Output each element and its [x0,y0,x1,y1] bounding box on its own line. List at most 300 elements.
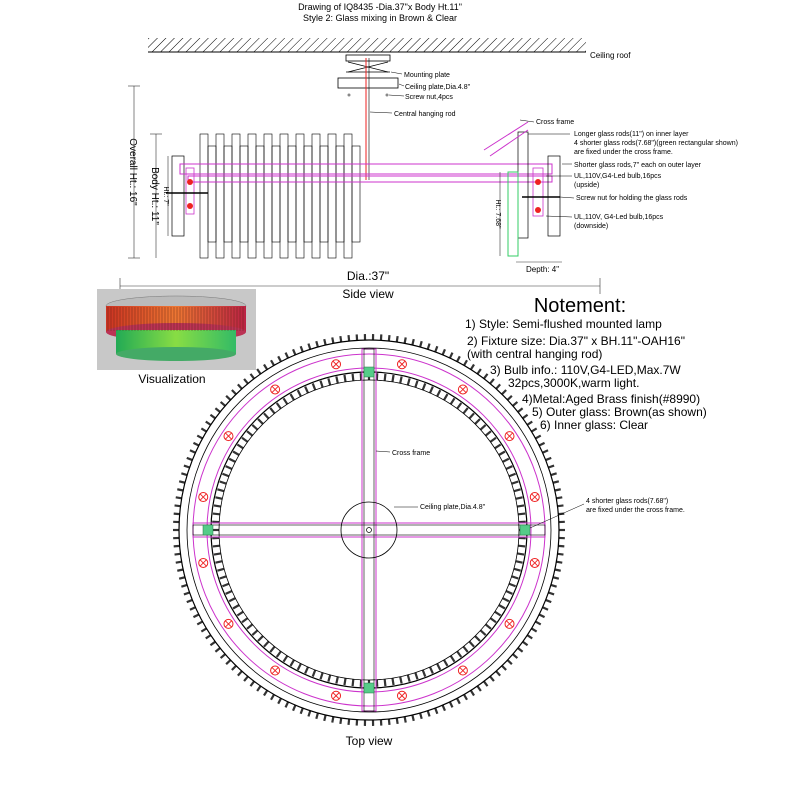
glass-rod-tooth [213,514,220,515]
glass-rod-tooth [480,425,485,430]
glass-rod-tooth [512,576,519,578]
glass-rod-tooth [486,624,491,628]
glass-rod-tooth [397,718,398,724]
shorter-rods-label-1: 4 shorter glass rods(7.68")(green rectangular shown) [574,140,738,147]
side-glass-rod [352,146,360,242]
glass-rod-tooth [385,679,386,686]
glass-rod-tooth [177,570,183,571]
glass-rod-tooth [451,398,455,404]
glass-rod-tooth [214,505,221,506]
note-item-8: 6) Inner glass: Clear [540,418,648,432]
glass-rod-tooth [517,553,524,554]
glass-rod-tooth [313,670,316,677]
glass-rod-tooth [226,466,232,469]
glass-rod-tooth [408,675,410,682]
glass-rod-tooth [244,676,248,681]
glass-rod-tooth [392,375,393,382]
notes-title: Notement: [534,295,626,317]
glass-rod-tooth [496,384,500,388]
glass-rod-tooth [532,428,537,431]
side-view-caption: Side view [342,287,394,301]
glass-rod-tooth [555,570,561,571]
glass-rod-tooth [232,666,236,670]
glass-rod-tooth [508,396,512,400]
glass-rod-tooth [283,398,287,404]
glass-rod-tooth [539,614,544,617]
glass-rod-tooth [293,705,295,711]
glass-rod-tooth [293,349,295,355]
glass-rod-tooth [415,673,417,680]
glass-rod-tooth [558,554,564,555]
glass-rod-tooth [229,459,235,462]
glass-rod-tooth [175,505,181,506]
glass-rod-tooth [316,341,318,347]
glass-rod-tooth [344,375,345,382]
bulb-down-label-2: (downside) [574,223,608,230]
mounting-plate [346,55,390,72]
glass-rod-tooth [250,374,254,379]
glass-rod-tooth [518,408,523,412]
glass-rod-tooth [420,341,422,347]
glass-rod-tooth [503,459,509,462]
glass-rod-tooth [513,654,518,658]
glass-rod-tooth [316,713,318,719]
glass-rod-tooth [332,337,333,343]
glass-rod-tooth [252,425,257,430]
top-cross-frame-edges [193,349,545,711]
glass-rod-tooth [257,369,260,374]
side-ceiling-plate [338,78,398,97]
note-item-4: 3) Bulb info.: 110V,G4-LED,Max.7W [490,363,681,377]
glass-rod-tooth [475,636,480,641]
side-glass-rod [232,134,240,258]
bulb-icon [505,619,514,628]
glass-rod-tooth [503,598,509,601]
side-glass-rod [248,134,256,258]
bulb-up-label-2: (upside) [574,182,599,189]
side-body-glass [200,134,360,258]
glass-rod-tooth [532,628,537,631]
glass-rod-tooth [546,458,552,460]
side-detail-right [484,122,560,256]
bulb-icon [397,691,406,700]
glass-rod-tooth [469,413,474,418]
glass-rod-tooth [349,335,350,341]
side-glass-rod [200,134,208,258]
glass-rod-tooth [220,576,227,578]
glass-rod-tooth [264,365,267,370]
glass-rod-tooth [291,394,295,400]
glass-rod-tooth [477,686,480,691]
glass-rod-tooth [495,444,501,448]
glass-rod-tooth [353,374,354,381]
glass-rod-tooth [428,711,430,717]
bulb-icon [397,360,406,369]
glass-rod-tooth [553,577,559,578]
glass-rod-tooth [509,584,516,587]
glass-rod-tooth [344,678,345,685]
glass-rod-tooth [214,553,221,554]
drawing-style: Style 2: Glass mixing in Brown & Clear [303,13,457,23]
top-cross-frame [193,349,545,711]
glass-rod-tooth [535,622,540,625]
glass-rod-tooth [523,415,528,419]
glass-rod-tooth [226,396,230,400]
glass-rod-tooth [543,450,548,452]
glass-rod-tooth [247,431,252,435]
glass-rod-tooth [332,717,333,723]
bulb-icon [271,385,280,394]
bulb-icon [332,360,341,369]
glass-rod-tooth [213,546,220,547]
glass-rod-tooth [423,383,426,390]
visualization-caption: Visualization [138,372,205,386]
glass-rod-tooth [408,378,410,385]
glass-rod-tooth [301,708,303,714]
glass-rod-tooth [229,598,235,601]
glass-rod-tooth [206,635,211,638]
glass-rod-tooth [405,717,406,723]
glass-rod-tooth [320,381,322,388]
glass-rod-tooth [412,715,413,721]
glass-rod-tooth [176,562,182,563]
bulb-up-label-1: UL,110V,G4-Led bulb,16pcs [574,173,662,180]
glass-rod-tooth [215,497,222,498]
glass-rod-tooth [237,612,243,616]
side-glass-rod [272,146,280,242]
glass-rod-tooth [320,673,322,680]
glass-rod-tooth [244,379,248,384]
glass-rod-tooth [201,428,206,431]
bulb-icon [199,558,208,567]
glass-rod-tooth [451,656,455,662]
side-glass-rod [224,146,232,242]
longer-rods-label: Longer glass rods(11") on inner layer [574,131,689,138]
glass-rod-tooth [392,678,393,685]
glass-rod-tooth [177,489,183,490]
glass-rod-tooth [250,681,254,686]
glass-rod-tooth [215,408,220,412]
glass-rod-tooth [518,514,525,515]
glass-rod-tooth [184,466,190,468]
glass-rod-tooth [443,705,445,711]
glass-rod-tooth [517,505,524,506]
bulb-icon [271,666,280,675]
height-7: Ht.: 7" [162,186,169,206]
glass-rod-tooth [221,402,226,406]
body-height: Body Ht.: 11" [149,167,160,225]
glass-rod-tooth [283,656,287,662]
outer-rods-label: Shorter glass rods,7" each on outer layer [574,162,702,169]
glass-rod-tooth [548,592,554,594]
glass-rod-tooth [502,666,506,670]
glass-rod-tooth [233,605,239,609]
visualization-render [97,289,256,370]
depth-dimension: Depth: 4" [526,265,559,274]
glass-rod-tooth [518,648,523,652]
glass-rod-tooth [175,554,181,555]
glass-rod-tooth [264,413,269,418]
top-ceiling-plate-label: Ceiling plate,Dia.4.8" [420,504,486,511]
bulb-icon [458,666,467,675]
glass-rod-tooth [463,647,467,652]
glass-rod-tooth [514,489,521,491]
top-shorter-rods-label-2: are fixed under the cross frame. [586,507,685,514]
glass-rod-tooth [179,577,185,578]
glass-rod-tooth [270,408,274,413]
frame-ring-inner [207,368,531,692]
glass-rod-tooth [193,443,198,446]
glass-rod-tooth [291,660,295,666]
glass-rod-tooth [490,676,494,681]
glass-rod-tooth [435,346,437,352]
glass-rod-tooth [499,605,505,609]
glass-rod-tooth [210,642,215,646]
glass-rod-tooth [415,381,417,388]
note-item-1: 1) Style: Semi-flushed mounted lamp [465,317,662,331]
glass-rod-tooth [349,719,350,725]
side-glass-rod [264,134,272,258]
bulb-icon [505,432,514,441]
shorter-rods-label-2: are fixed under the cross frame. [574,149,673,156]
top-ceiling-plate [341,502,397,558]
glass-rod-tooth [523,642,528,646]
glass-rod-tooth [430,667,433,673]
bulb-icon [199,493,208,502]
glass-rod-tooth [206,422,211,425]
glass-rod-tooth [277,403,281,409]
glass-rod-tooth [217,569,224,571]
bulb-icon [332,691,341,700]
glass-rod-tooth [397,336,398,342]
glass-rod-tooth [305,387,308,393]
glass-rod-tooth [506,466,512,469]
glass-rod-tooth [450,353,453,358]
glass-rod-tooth [514,569,521,571]
glass-rod-tooth [443,349,445,355]
side-glass-rod [336,146,344,242]
glass-rod-tooth [469,641,474,646]
glass-rod-tooth [477,369,480,374]
glass-rod-tooth [495,612,501,616]
glass-rod-tooth [220,481,227,483]
glass-rod-tooth [242,438,248,442]
mounting-plate-label: Mounting plate [404,72,450,79]
bulb-icon [224,432,233,441]
glass-rod-tooth [556,562,562,563]
glass-rod-tooth [490,379,494,384]
glass-rod-tooth [490,618,496,622]
glass-rod-tooth [471,690,474,695]
glass-rod-tooth [518,546,525,547]
side-glass-rod [312,134,320,258]
side-glass-rod [240,146,248,242]
glass-rod-tooth [543,607,548,609]
glass-rod-tooth [324,715,325,721]
side-glass-rod [320,146,328,242]
side-glass-rod [256,146,264,242]
glass-rod-tooth [174,514,180,515]
glass-rod-tooth [258,419,263,424]
glass-rod-tooth [184,592,190,594]
glass-rod-tooth [513,402,518,406]
glass-rod-tooth [539,443,544,446]
glass-rod-tooth [232,390,236,394]
glass-rod-tooth [437,664,440,670]
glass-rod-tooth [336,376,337,383]
glass-rod-tooth [551,585,557,587]
glass-rod-tooth [535,436,540,439]
glass-rod-tooth [270,647,274,652]
glass-rod-tooth [242,618,248,622]
glass-rod-tooth [336,677,337,684]
glass-rod-tooth [553,481,559,482]
glass-rod-tooth [457,651,461,657]
top-bulbs [199,360,540,701]
outer-glass-ring [173,334,565,726]
glass-rod-tooth [420,713,422,719]
glass-rod-tooth [546,600,552,602]
glass-rod-tooth [548,466,554,468]
glass-rod-tooth [551,473,557,475]
glass-rod-tooth [221,654,226,658]
glass-rod-tooth [278,698,281,703]
glass-rod-tooth [400,376,401,383]
glass-rod-tooth [509,474,516,477]
glass-rod-tooth [179,481,185,482]
side-glass-rod [288,146,296,242]
note-item-6: 4)Metal:Aged Brass finish(#8990) [522,392,700,406]
glass-rod-tooth [181,585,187,587]
screw-nut-rods-label: Screw nut for holding the glass rods [576,195,688,202]
bulb-down-label-1: UL,110V, G4-Led bulb,16pcs [574,214,664,221]
diameter-dimension: Dia.:37" [347,269,389,283]
glass-rod-tooth [516,561,523,562]
glass-rod-tooth [486,431,491,435]
screw-nut-label: Screw nut,4pcs [405,94,453,101]
overall-height: Overall Ht.: 16" [127,138,138,206]
glass-rod-tooth [298,664,301,670]
side-glass-rod [304,146,312,242]
glass-rod-tooth [201,628,206,631]
glass-rod-tooth [444,394,448,400]
glass-rod-tooth [257,686,260,691]
glass-rod-tooth [490,438,496,442]
ceiling-plate-label: Ceiling plate,Dia.4.8" [405,84,471,91]
glass-rod-tooth [437,390,440,396]
glass-rod-tooth [210,415,215,419]
glass-rod-tooth [305,667,308,673]
glass-rod-tooth [328,675,330,682]
height-768: Ht.: 7.68" [494,200,501,229]
ceiling-roof-label: Ceiling roof [590,51,631,60]
glass-rod-tooth [197,622,202,625]
glass-rod-tooth [428,344,430,350]
glass-rod-tooth [457,356,460,361]
glass-rod-tooth [187,458,193,460]
glass-rod-tooth [516,497,523,498]
glass-rod-tooth [264,690,267,695]
side-glass-rod [280,134,288,258]
drawing-title: Drawing of IQ8435 -Dia.37"x Body Ht.11" [298,2,462,12]
glass-rod-tooth [444,660,448,666]
glass-rod-tooth [190,607,195,609]
glass-rod-tooth [389,335,390,341]
bulb-icon [530,558,539,567]
glass-rod-tooth [405,337,406,343]
glass-rod-tooth [457,698,460,703]
glass-rod-tooth [237,444,243,448]
glass-rod-tooth [176,497,182,498]
glass-rod-tooth [298,390,301,396]
glass-rod-tooth [258,636,263,641]
glass-rod-tooth [435,708,437,714]
glass-rod-tooth [385,374,386,381]
glass-rod-tooth [181,473,187,475]
inner-glass-ring [212,373,526,687]
central-rod-label: Central hanging rod [394,111,456,118]
glass-rod-tooth [353,679,354,686]
glass-rod-tooth [264,641,269,646]
glass-rod-tooth [252,630,257,635]
glass-rod-tooth [301,346,303,352]
glass-rod-tooth [400,677,401,684]
glass-rod-tooth [556,497,562,498]
glass-rod-tooth [193,614,198,617]
side-glass-rod [208,146,216,242]
side-glass-rod [328,134,336,258]
glass-rod-tooth [190,450,195,452]
glass-rod-tooth [174,546,180,547]
bulb-icon [458,385,467,394]
glass-rod-tooth [496,671,500,675]
glass-rod-tooth [226,591,232,594]
outer-rod-left-frame [172,156,184,236]
glass-rod-tooth [555,489,561,490]
glass-rod-tooth [457,403,461,409]
glass-rod-tooth [340,718,341,724]
glass-rod-tooth [412,339,413,345]
glass-rod-tooth [558,505,564,506]
glass-rod-tooth [464,360,467,365]
side-glass-rod [296,134,304,258]
glass-rod-tooth [484,374,488,379]
glass-rod-tooth [484,681,488,686]
glass-rod-tooth [286,353,289,358]
note-item-7: 5) Outer glass: Brown(as shown) [532,405,707,419]
top-cross-frame-label: Cross frame [392,450,430,457]
glass-rod-tooth [463,408,467,413]
bulb-icon [530,493,539,502]
glass-rod-tooth [277,651,281,657]
glass-rod-tooth [527,422,532,425]
glass-rod-tooth [502,390,506,394]
glass-rod-tooth [217,489,224,491]
glass-rod-tooth [313,383,316,390]
bulb-icon [224,619,233,628]
glass-rod-tooth [512,481,519,483]
glass-rod-tooth [389,719,390,725]
frame-ring-outer [193,354,545,706]
side-cross-frame-label: Cross frame [536,119,574,126]
glass-rod-tooth [215,648,220,652]
note-item-2: 2) Fixture size: Dia.37" x BH.11"-OAH16" [467,334,685,348]
glass-rod-tooth [215,561,222,562]
glass-rod-tooth [271,360,274,365]
side-glass-rod [344,134,352,258]
note-item-5: 32pcs,3000K,warm light. [508,376,639,390]
glass-rod-tooth [558,546,564,547]
